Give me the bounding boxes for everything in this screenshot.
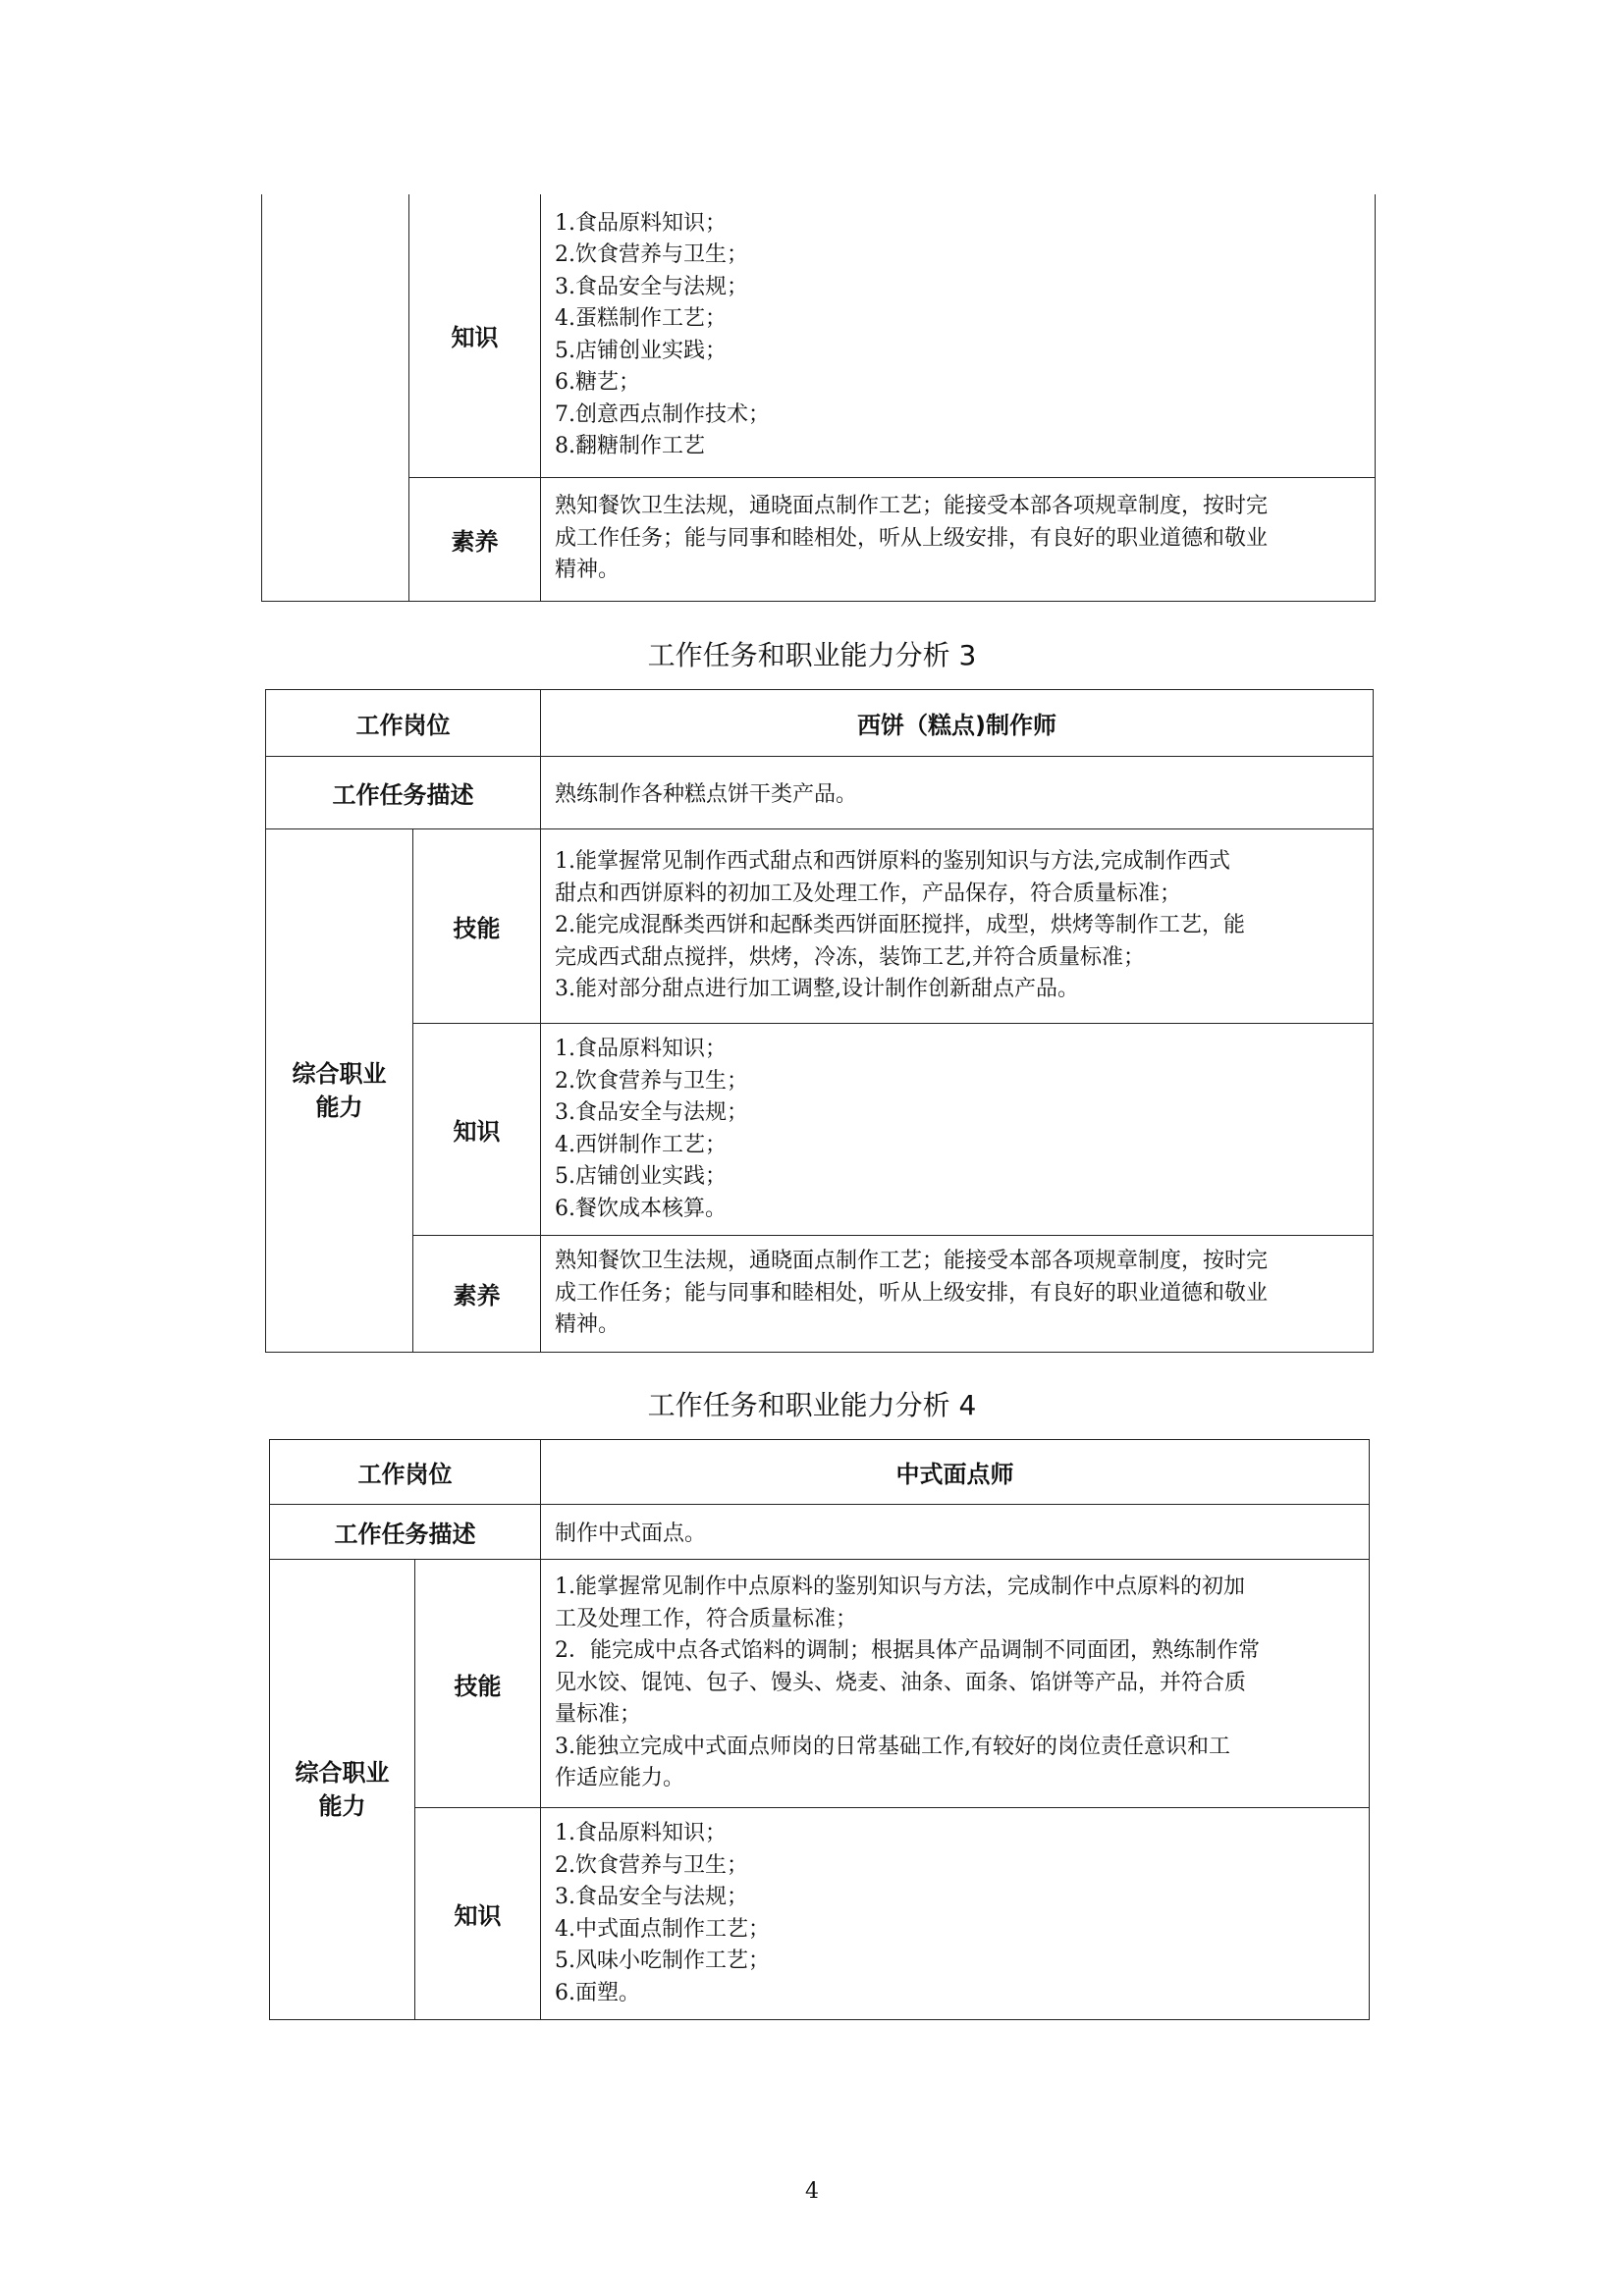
ability-label-text: 综合职业能力 — [295, 1759, 390, 1820]
list-item: 3.食品安全与法规； — [555, 1885, 748, 1909]
post-label: 工作岗位 — [266, 690, 541, 757]
post-value: 西饼（糕点)制作师 — [541, 690, 1374, 757]
ability-label — [270, 1560, 415, 2020]
list-item: 3.食品安全与法规； — [555, 274, 748, 299]
list-item: 3.食品安全与法规； — [555, 1100, 748, 1125]
task-label: 工作任务描述 — [266, 757, 541, 829]
ability-label-text: 综合职业能力 — [292, 1059, 387, 1121]
merged-ability-cell — [262, 194, 409, 601]
quality-text — [541, 477, 1376, 601]
list-item: 6.面塑。 — [555, 1980, 640, 2005]
list-item: 6.糖艺； — [555, 370, 640, 396]
task-label: 工作任务描述 — [270, 1505, 541, 1560]
list-item: 4.蛋糕制作工艺； — [555, 306, 727, 332]
text-line: 2．能完成中点各式馅料的调制；根据具体产品调制不同面团，熟练制作常 — [555, 1638, 1260, 1664]
knowledge-list — [541, 194, 1376, 477]
quality-label: 素养 — [413, 1236, 541, 1353]
list-item: 2.饮食营养与卫生； — [555, 242, 748, 268]
list-item: 4.中式面点制作工艺； — [555, 1916, 770, 1942]
knowledge-list — [541, 1024, 1374, 1236]
list-item: 5.风味小吃制作工艺； — [555, 1949, 770, 1973]
text-line: 甜点和西饼原料的初加工及处理工作，产品保存，符合质量标准； — [555, 881, 1182, 906]
list-item: 1.食品原料知识； — [555, 210, 727, 236]
list-item: 5.店铺创业实践； — [555, 338, 727, 363]
list-item: 1.食品原料知识； — [555, 1821, 727, 1845]
section-title: 工作任务和职业能力分析 4 — [647, 1389, 977, 1421]
text-line: 精神。 — [555, 1312, 621, 1337]
text-line: 3.能独立完成中式面点师岗的日常基础工作,有较好的岗位责任意识和工 — [555, 1734, 1230, 1759]
list-item: 5.店铺创业实践； — [555, 1164, 727, 1189]
knowledge-label: 知识 — [409, 194, 541, 477]
knowledge-list — [541, 1808, 1370, 2020]
knowledge-label: 知识 — [413, 1024, 541, 1236]
analysis-table-4 — [269, 1439, 1370, 2020]
task-value: 熟练制作各种糕点饼干类产品。 — [541, 757, 1374, 829]
list-item: 6.餐饮成本核算。 — [555, 1196, 727, 1221]
skill-label: 技能 — [415, 1560, 541, 1808]
list-item: 1.食品原料知识； — [555, 1037, 727, 1061]
quality-text — [541, 1236, 1374, 1353]
continuation-table — [261, 194, 1376, 602]
list-item: 7.创意西点制作技术； — [555, 401, 770, 427]
list-item: 2.饮食营养与卫生； — [555, 1852, 748, 1878]
list-item: 2.饮食营养与卫生； — [555, 1068, 748, 1094]
text-line: 2.能完成混酥类西饼和起酥类西饼面胚搅拌，成型，烘烤等制作工艺，能 — [555, 913, 1245, 938]
skill-label: 技能 — [413, 829, 541, 1024]
post-label: 工作岗位 — [270, 1440, 541, 1505]
text-line: 成工作任务；能与同事和睦相处，听从上级安排，有良好的职业道德和敬业 — [555, 1280, 1269, 1306]
quality-label: 素养 — [409, 477, 541, 601]
list-item: 8.翻糖制作工艺 — [555, 434, 705, 459]
text-line: 1.能掌握常见制作中点原料的鉴别知识与方法，完成制作中点原料的初加 — [555, 1575, 1245, 1600]
text-line: 见水饺、馄饨、包子、馒头、烧麦、油条、面条、馅饼等产品，并符合质 — [555, 1670, 1247, 1695]
text-line: 量标准； — [555, 1702, 642, 1728]
text-line: 作适应能力。 — [555, 1766, 685, 1791]
analysis-table-3 — [265, 689, 1374, 1353]
skill-text — [541, 829, 1374, 1024]
text-line: 熟知餐饮卫生法规，通晓面点制作工艺；能接受本部各项规章制度，按时完 — [555, 1249, 1269, 1273]
ability-label — [266, 829, 413, 1353]
text-line: 3.能对部分甜点进行加工调整,设计制作创新甜点产品。 — [555, 977, 1079, 1002]
skill-text — [541, 1560, 1370, 1808]
task-value: 制作中式面点。 — [541, 1505, 1370, 1560]
text-line: 熟知餐饮卫生法规，通晓面点制作工艺；能接受本部各项规章制度，按时完 — [555, 494, 1269, 519]
section-title: 工作任务和职业能力分析 3 — [647, 639, 977, 671]
text-line: 1.能掌握常见制作西式甜点和西饼原料的鉴别知识与方法,完成制作西式 — [555, 849, 1230, 875]
text-line: 精神。 — [555, 558, 621, 583]
text-line: 工及处理工作，符合质量标准； — [555, 1606, 858, 1631]
knowledge-label: 知识 — [415, 1808, 541, 2020]
text-line: 成工作任务；能与同事和睦相处，听从上级安排，有良好的职业道德和敬业 — [555, 525, 1269, 551]
list-item: 4.西饼制作工艺； — [555, 1132, 727, 1157]
page-number: 4 — [805, 2179, 819, 2204]
post-value: 中式面点师 — [541, 1440, 1370, 1505]
text-line: 完成西式甜点搅拌，烘烤，冷冻，装饰工艺,并符合质量标准； — [555, 944, 1145, 970]
